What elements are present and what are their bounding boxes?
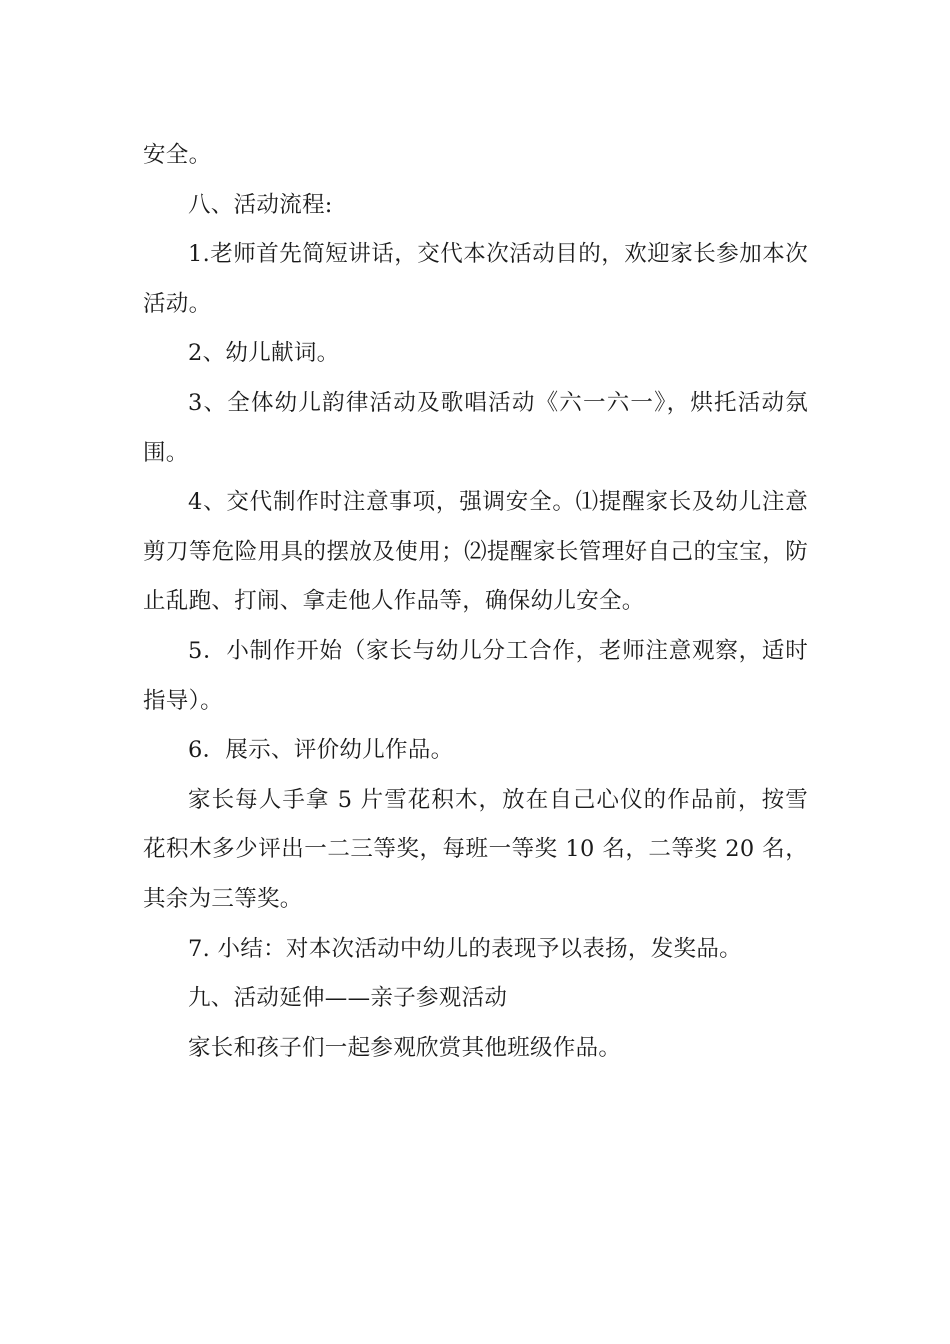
step-1-paragraph: 1.老师首先简短讲话，交代本次活动目的，欢迎家长参加本次活动。 [143,241,808,317]
extension-paragraph: 家长和孩子们一起参观欣赏其他班级作品。 [188,1034,622,1061]
step-4-paragraph: 4、交代制作时注意事项，强调安全。⑴提醒家长及幼儿注意剪刀等危险用具的摆放及使用；⑵提醒家长管理好自己的宝宝，防止乱跑、打闹、拿走他人作品等，确保幼儿安全。 [143,489,808,615]
section-heading-activity-extension: 九、活动延伸——亲子参观活动 [188,985,508,1012]
paragraph-continuation: 安全。 [143,142,212,168]
step-5-paragraph: 5．小制作开始（家长与幼儿分工合作，老师注意观察，适时指导）。 [143,637,808,714]
step-6-paragraph: 6．展示、评价幼儿作品。 [188,737,454,764]
document-body [143,131,808,1073]
step-2-paragraph: 2、幼儿献词。 [188,340,340,367]
step-3-paragraph: 3、全体幼儿韵律活动及歌唱活动《六一六一》，烘托活动氛围。 [143,389,808,466]
evaluation-rules-paragraph: 家长每人手拿 5 片雪花积木，放在自己心仪的作品前，按雪花积木多少评出一二三等奖，每班一等奖 10 名，二等奖 20 名，其余为三等奖。 [143,786,808,912]
section-heading-activity-process: 八、活动流程: [188,191,333,218]
step-7-paragraph: 7. 小结：对本次活动中幼儿的表现予以表扬，发奖品。 [188,935,742,962]
